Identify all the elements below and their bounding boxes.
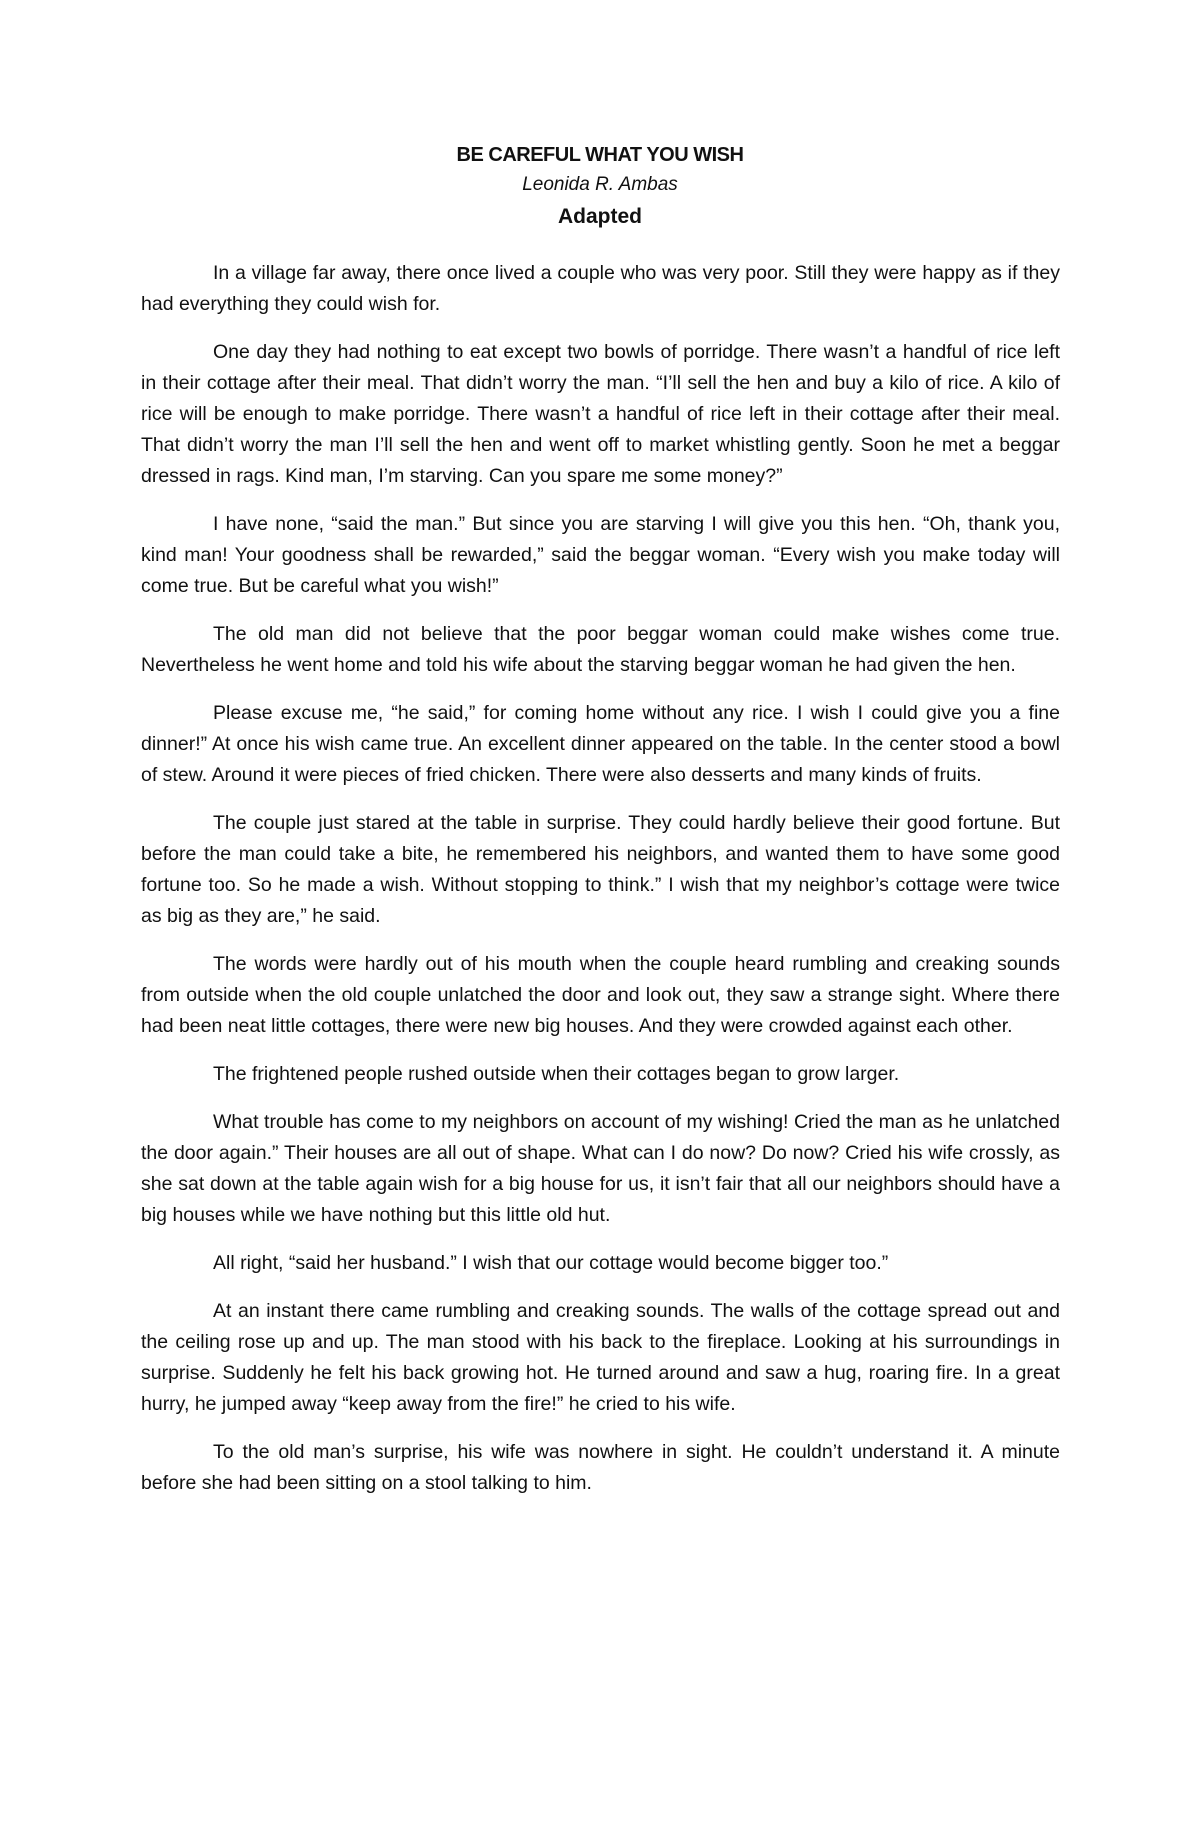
paragraph-8: The frightened people rushed outside when their cottages began to grow larger.	[213, 1063, 900, 1085]
paragraph-3: I have none, “said the man.” But since you are starving I will give you this hen. “Oh, thank you, kind man! Your goodness shall be rewarded,” said the beggar woman. “Every wish you make today will come true. But be careful what you wish!”	[141, 513, 1060, 597]
paragraph-9: What trouble has come to my neighbors on account of my wishing! Cried the man as he unlatched the door again.” Their houses are all out of shape. What can I do now? Do now? Cried his wife crossly, as she sat down at the table again wish for a big house for us, it isn’t fair that all our neighbors should have a big houses while we have nothing but this little old hut.	[141, 1111, 1060, 1226]
paragraph-7: The words were hardly out of his mouth when the couple heard rumbling and creaking sounds from outside when the old couple unlatched the door and look out, they saw a strange sight. Where there had been neat little cottages, there were new big houses. And they were crowded against each other.	[141, 953, 1060, 1037]
paragraph-4: The old man did not believe that the poor beggar woman could make wishes come true. Nevertheless he went home and told his wife about the starving beggar woman he had given the hen.	[141, 623, 1060, 676]
paragraph-10: All right, “said her husband.” I wish that our cottage would become bigger too.”	[213, 1252, 889, 1274]
story-title: BE CAREFUL WHAT YOU WISH	[456, 144, 744, 166]
paragraph-12: To the old man’s surprise, his wife was nowhere in sight. He couldn’t understand it. A minute before she had been sitting on a stool talking to him.	[141, 1441, 1060, 1494]
story-subtitle: Adapted	[558, 205, 642, 228]
paragraph-6: The couple just stared at the table in surprise. They could hardly believe their good fortune. But before the man could take a bite, he remembered his neighbors, and wanted them to have some good fortune too. So he made a wish. Without stopping to think.” I wish that my neighbor’s cottage were twice as big as they are,” he said.	[141, 812, 1060, 927]
paragraph-11: At an instant there came rumbling and creaking sounds. The walls of the cottage spread out and the ceiling rose up and up. The man stood with his back to the fireplace. Looking at his surroundings in surprise. Suddenly he felt his back growing hot. He turned around and saw a hug, roaring fire. In a great hurry, he jumped away “keep away from the fire!” he cried to his wife.	[141, 1300, 1060, 1415]
story-header	[0, 140, 1200, 234]
story-author: Leonida R. Ambas	[522, 174, 678, 195]
paragraph-1: In a village far away, there once lived a couple who was very poor. Still they were happy as if they had everything they could wish for.	[141, 262, 1060, 315]
paragraph-2: One day they had nothing to eat except two bowls of porridge. There wasn’t a handful of rice left in their cottage after their meal. That didn’t worry the man. “I’ll sell the hen and buy a kilo of rice. A kilo of rice will be enough to make porridge. There wasn’t a handful of rice left in their cottage after their meal. That didn’t worry the man I’ll sell the hen and went off to market whistling gently. Soon he met a beggar dressed in rags. Kind man, I’m starving. Can you spare me some money?”	[141, 341, 1060, 487]
story-body	[141, 258, 1060, 1516]
paragraph-5: Please excuse me, “he said,” for coming home without any rice. I wish I could give you a fine dinner!” At once his wish came true. An excellent dinner appeared on the table. In the center stood a bowl of stew. Around it were pieces of fried chicken. There were also desserts and many kinds of fruits.	[141, 702, 1060, 786]
